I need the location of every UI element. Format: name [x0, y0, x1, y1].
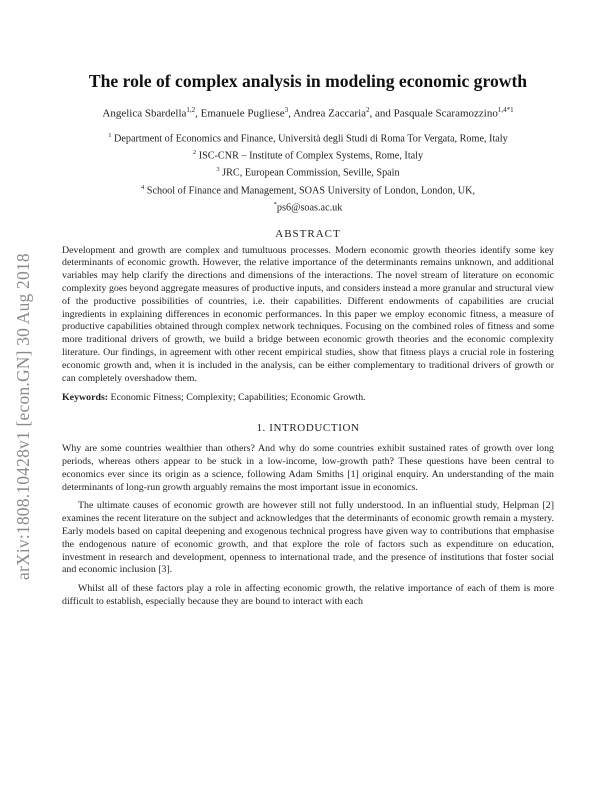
paper-title: The role of complex analysis in modeling economic growth	[88, 71, 528, 91]
author-name: and Pasquale Scaramozzino	[375, 107, 498, 120]
affiliation-mark: 4	[140, 183, 145, 191]
affiliation-item	[62, 146, 554, 163]
affiliation-mark: *	[273, 201, 277, 209]
author-affiliation-mark: 3	[284, 106, 289, 114]
arxiv-identifier: arXiv:1808.10428v1 [econ.GN] 30 Aug 2018	[13, 253, 33, 580]
affiliation-item	[62, 163, 554, 180]
affiliation-text: JRC, European Commission, Seville, Spain	[222, 167, 400, 179]
affiliation-text: Department of Economics and Finance, Università degli Studi di Roma Tor Vergata, Rome, Italy	[114, 133, 508, 145]
abstract-heading: ABSTRACT	[275, 227, 341, 240]
affiliation-item	[62, 181, 554, 198]
keywords-text: Economic Fitness; Complexity; Capabilities; Economic Growth.	[110, 392, 366, 404]
affiliation-mark: 2	[192, 149, 197, 157]
author-affiliation-mark: 2	[366, 106, 370, 114]
section-heading: 1. INTRODUCTION	[256, 422, 360, 435]
author-name: Emanuele Pugliese	[200, 107, 285, 120]
body-paragraph: The ultimate causes of economic growth are however still not fully understood. In an influential study, Helpman [2] examines the recent literature on the subject and acknowledges that the determinants of economic growth remain a mystery. Early models based on capital deepening and exogenous technical progress have given way to contributions that emphasise the endogenous nature of economic growth, and that explore the role of factors such as expenditure on education, investment in research and development, openness to international trade, and the presence of institutions that foster social and economic inclusion [3].	[62, 500, 554, 576]
paper-content	[62, 70, 554, 615]
keywords-line	[62, 392, 554, 405]
affiliation-mark: 1	[108, 131, 112, 139]
affiliation-mark: 3	[216, 166, 220, 174]
affiliation-item	[62, 129, 554, 146]
contact-email[interactable]: ps6@soas.ac.uk	[276, 202, 343, 214]
affiliation-list	[62, 129, 554, 216]
author-list: Angelica Sbardella$^{1,2}$, Emanuele Pugliese$^3$, Andrea Zaccaria$^2$, and Pasquale Scaramozzino$^{1,4*1}$	[102, 106, 514, 120]
author-affiliation-mark: 1,2	[186, 106, 196, 114]
affiliation-item	[62, 198, 554, 215]
body-paragraph: Why are some countries wealthier than others? And why do some countries exhibit sustained rates of growth over long periods, whereas others appear to be stuck in a low-income, low-growth path? These questions have been central to economics ever since its origin as a science, following Adam Smiths [1] original enquiry. An understanding of the main determinants of long-run growth arguably remains the most important issue in economics.	[62, 443, 554, 493]
abstract-text: Development and growth are complex and tumultuous processes. Modern economic growth theories identify some key determinants of economic growth. However, the relative importance of the determinants remains unknown, and additional variables may help clarify the directions and dimensions of the interactions. The novel stream of literature on economic complexity goes beyond aggregate measures of productive inputs, and considers instead a more granular and structural view of the productive possibilities of countries, i.e. their capabilities. Different endowments of capabilities are crucial ingredients in explaining differences in economic performances. In this paper we employ economic fitness, a measure of productive capabilities obtained through complex network techniques. Focusing on the combined roles of fitness and some more traditional drivers of growth, we build a bridge between economic growth theories and the economic complexity literature. Our findings, in agreement with other recent empirical studies, show that fitness plays a crucial role in fostering economic growth and, when it is included in the analysis, can be either complementary to traditional drivers of growth or can completely overshadow them.	[62, 244, 554, 384]
keywords-label: Keywords:	[62, 392, 109, 404]
author-affiliation-mark: 1,4*1	[497, 106, 514, 114]
author-name: Andrea Zaccaria	[293, 107, 367, 120]
affiliation-text: School of Finance and Management, SOAS University of London, London, UK,	[146, 185, 475, 197]
affiliation-text: ISC-CNR – Institute of Complex Systems, Rome, Italy	[198, 150, 424, 162]
author-name: Angelica Sbardella	[102, 107, 187, 120]
body-paragraph: Whilst all of these factors play a role in affecting economic growth, the relative importance of each of them is more difficult to establish, especially because they are bound to interact with each	[62, 583, 554, 607]
